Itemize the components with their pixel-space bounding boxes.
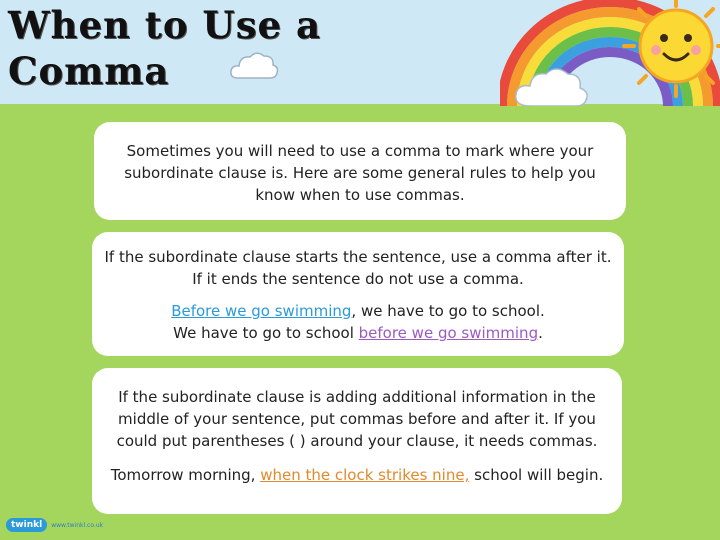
example-2-start: We have to go to school [173, 324, 359, 342]
example-3-end: school will begin. [469, 466, 604, 484]
cloud-icon [228, 48, 280, 82]
subordinate-clause-orange: when the clock strikes nine, [260, 466, 470, 484]
rule1-line-2: If it ends the sentence do not use a comma. [192, 270, 524, 288]
rule-middle-card [92, 368, 622, 514]
subordinate-clause-blue: Before we go swimming [171, 302, 352, 320]
title-line-1: When to Use a [8, 3, 321, 47]
rule1-example-2 [102, 322, 614, 344]
rule1-example-1 [102, 300, 614, 322]
subordinate-clause-purple: before we go swimming [358, 324, 539, 342]
rule-start-end-card [92, 232, 624, 356]
example-2-end: . [538, 324, 543, 342]
intro-text: Sometimes you will need to use a comma to mark where your subordinate clause is. Here are some general rules to help you know when to use commas. [124, 142, 596, 204]
rainbow-sun-decoration [500, 0, 720, 106]
example-1-rest: , we have to go to school. [351, 302, 545, 320]
logo-url: www.twinkl.co.uk [51, 521, 104, 529]
example-3-start: Tomorrow morning, [110, 466, 261, 484]
logo-badge: twinkl [6, 518, 47, 532]
rule2-text: If the subordinate clause is adding additional information in the middle of your sentence, put commas before and after it. If you could put parentheses ( ) around your clause, it needs commas. [116, 388, 598, 450]
rule2-example [106, 464, 608, 486]
intro-card [94, 122, 626, 220]
rule1-line-1: If the subordinate clause starts the sentence, use a comma after it. [104, 248, 612, 266]
title-line-2: Comma [8, 49, 170, 93]
twinkl-logo [6, 516, 103, 534]
